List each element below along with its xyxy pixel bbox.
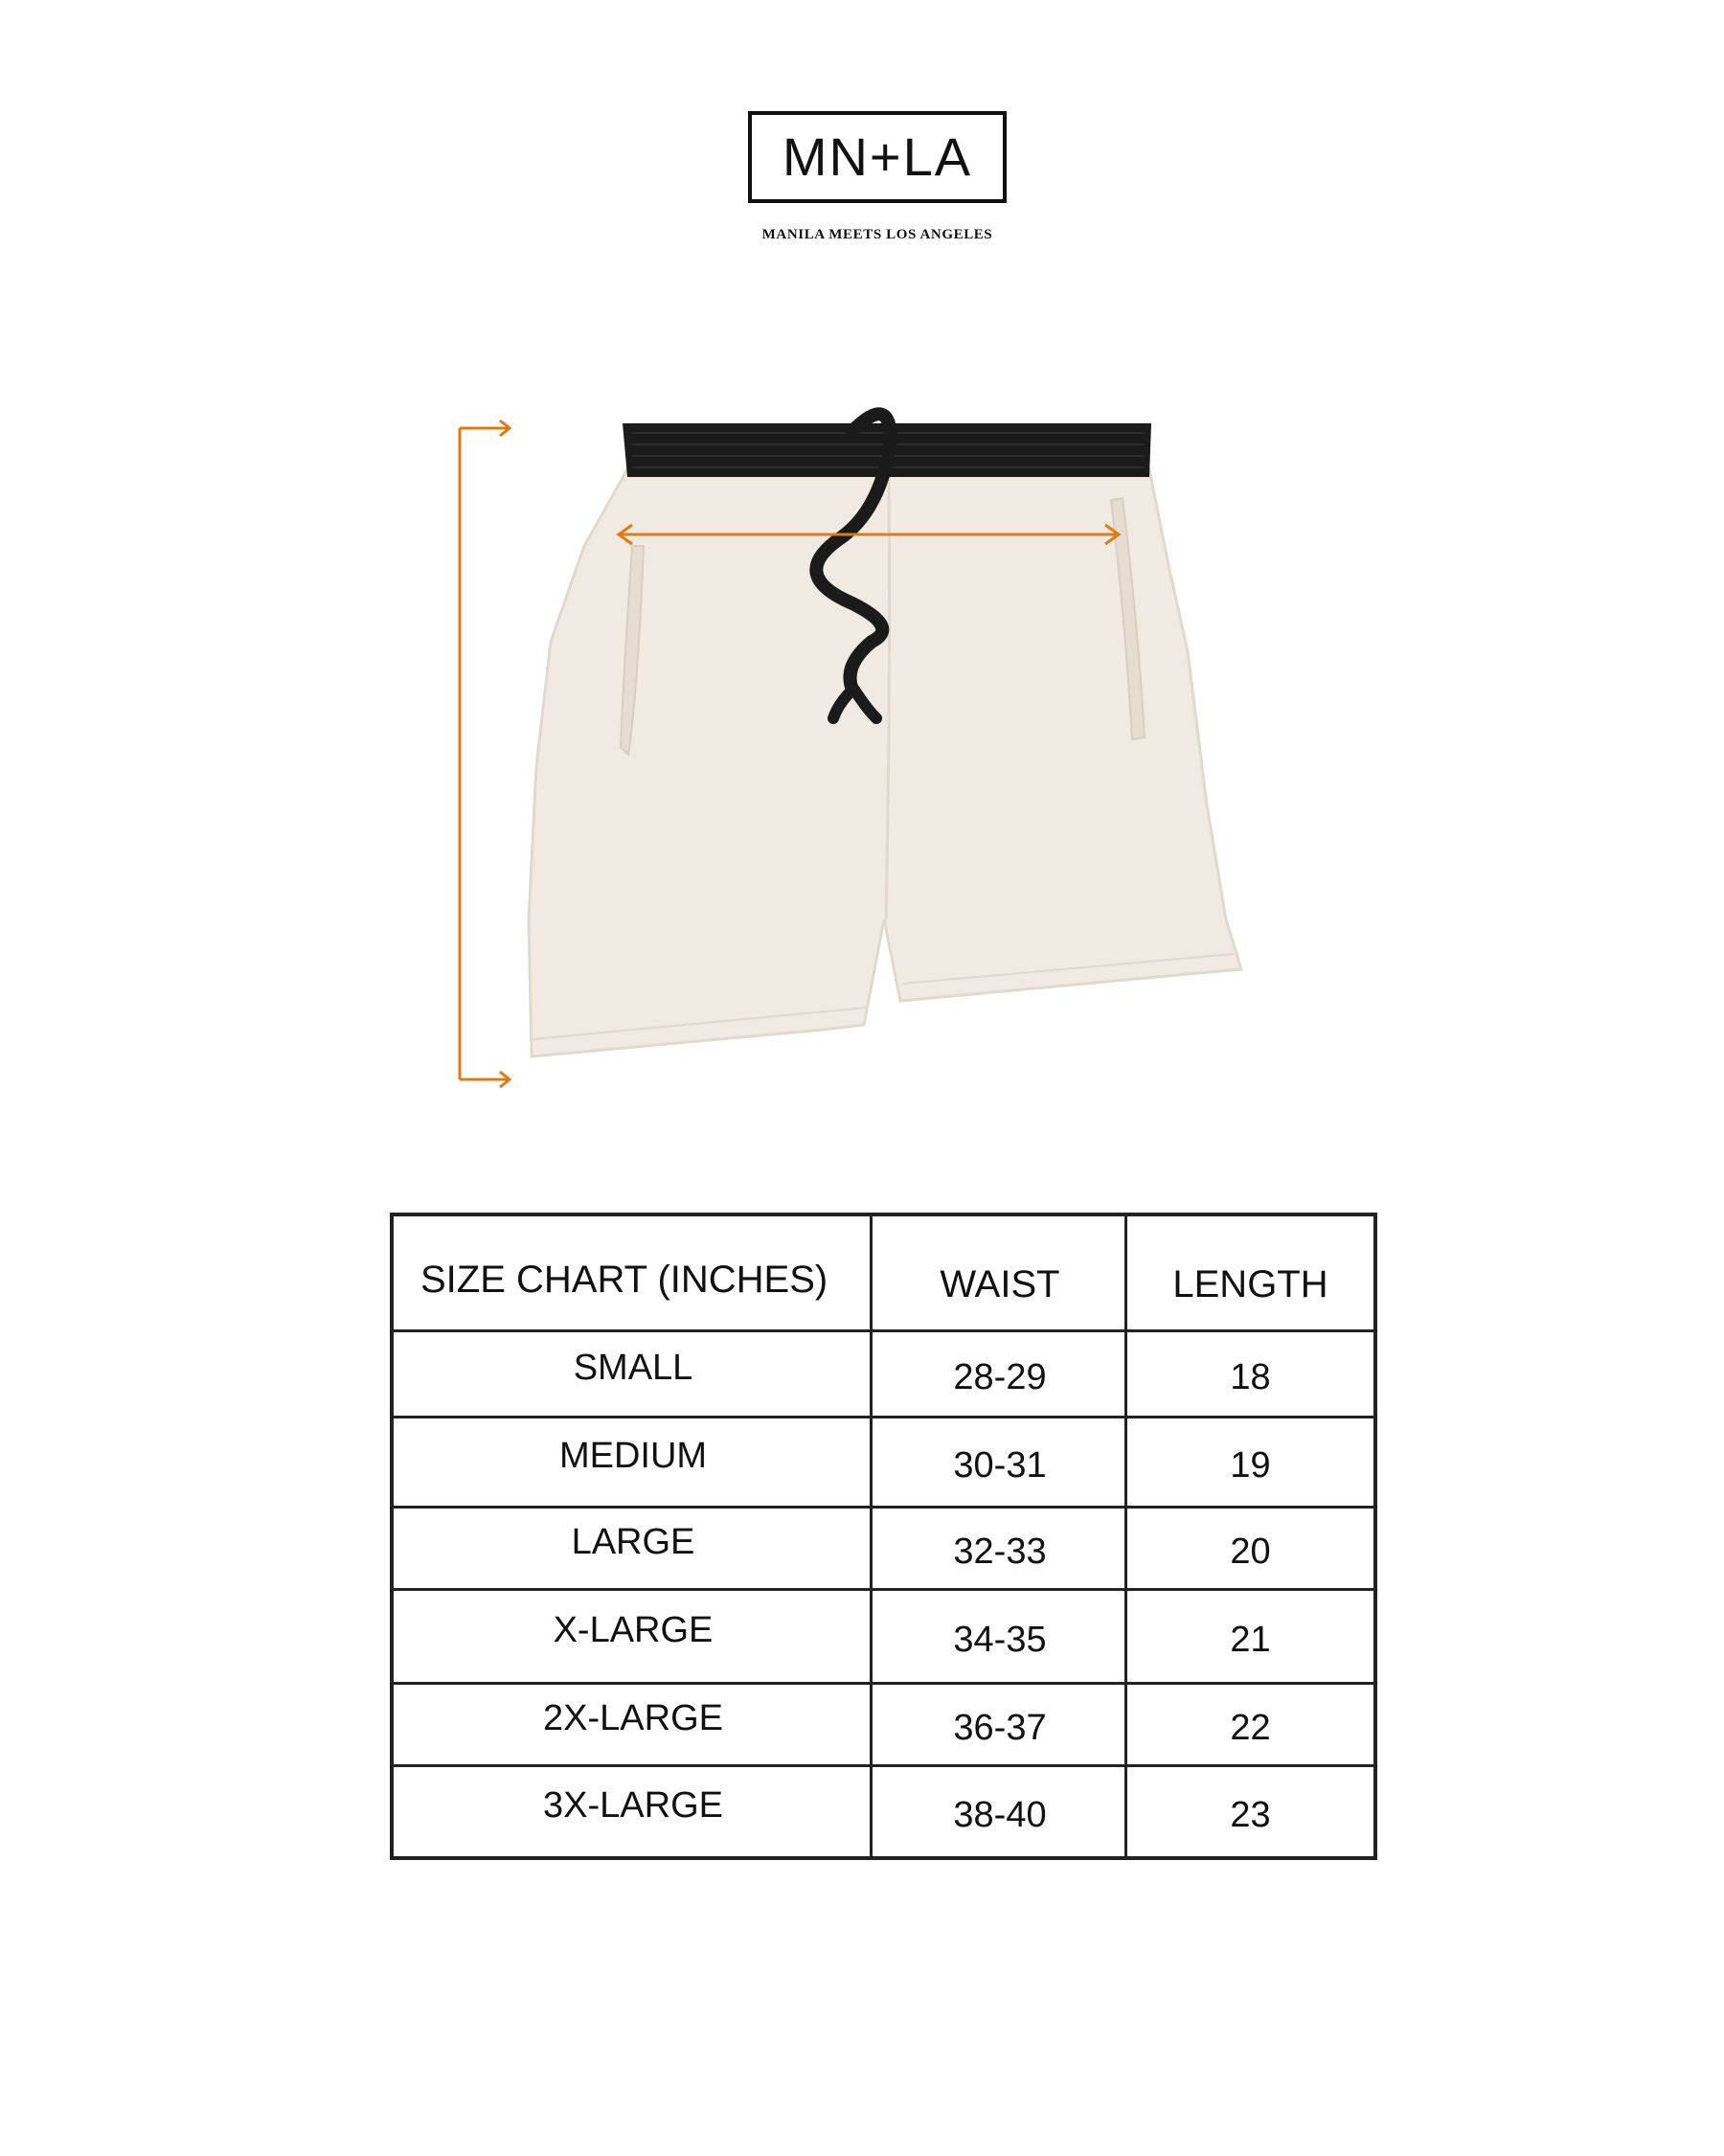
size-label: LARGE bbox=[571, 1521, 695, 1562]
table-row bbox=[394, 1416, 1373, 1506]
header-waist: WAIST bbox=[940, 1262, 1060, 1305]
product-image-shorts bbox=[441, 402, 1322, 1092]
size-label: MEDIUM bbox=[558, 1435, 708, 1476]
table-row bbox=[394, 1682, 1373, 1764]
size-chart-table bbox=[390, 1213, 1377, 1860]
waist-value: 30-31 bbox=[953, 1444, 1047, 1486]
logo-text: MN+LA bbox=[782, 126, 973, 187]
header-length: LENGTH bbox=[1172, 1262, 1328, 1305]
length-value: 19 bbox=[1230, 1444, 1271, 1486]
brand-logo bbox=[748, 111, 1007, 203]
length-measure-arrow bbox=[460, 420, 510, 1087]
length-value: 23 bbox=[1230, 1794, 1271, 1835]
length-value: 21 bbox=[1230, 1619, 1271, 1660]
table-row bbox=[394, 1329, 1373, 1416]
size-label: 3X-LARGE bbox=[543, 1784, 723, 1826]
header-size-chart: SIZE CHART (INCHES) bbox=[420, 1258, 828, 1301]
size-label: 2X-LARGE bbox=[543, 1697, 723, 1738]
waist-value: 36-37 bbox=[953, 1707, 1047, 1748]
logo-tagline: MANILA MEETS LOS ANGELES bbox=[761, 227, 993, 242]
size-label: X-LARGE bbox=[553, 1609, 714, 1650]
waist-value: 38-40 bbox=[953, 1794, 1047, 1835]
length-value: 20 bbox=[1230, 1531, 1271, 1572]
table-header-row bbox=[394, 1216, 1373, 1329]
waist-value: 32-33 bbox=[953, 1531, 1047, 1572]
size-label: SMALL bbox=[573, 1347, 693, 1388]
waist-value: 34-35 bbox=[953, 1619, 1047, 1660]
length-value: 18 bbox=[1230, 1356, 1271, 1397]
table-row bbox=[394, 1506, 1373, 1588]
length-value: 22 bbox=[1230, 1707, 1271, 1748]
table-row bbox=[394, 1588, 1373, 1682]
waist-value: 28-29 bbox=[953, 1356, 1047, 1397]
table-row bbox=[394, 1764, 1373, 1856]
